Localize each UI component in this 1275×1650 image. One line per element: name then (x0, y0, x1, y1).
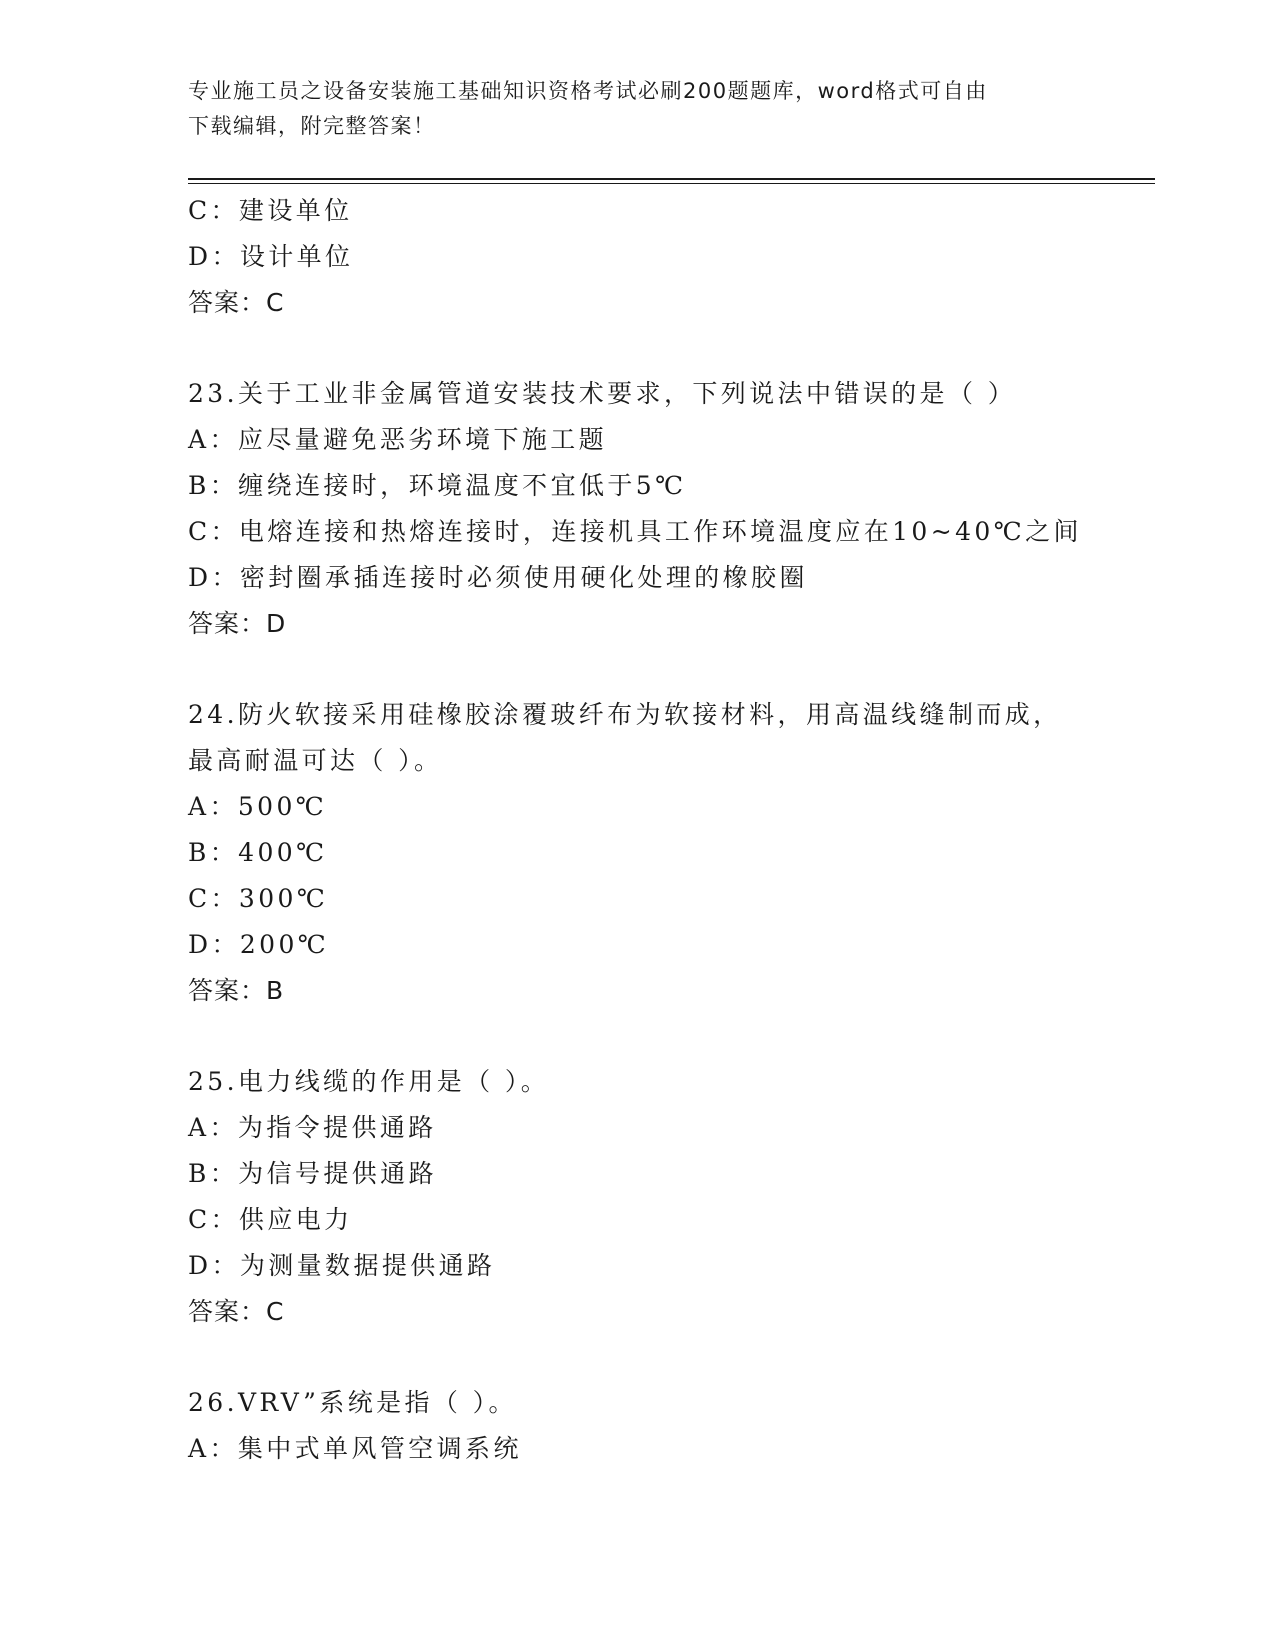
question-23 (188, 371, 1088, 647)
option-b: B：为信号提供通路 (188, 1159, 437, 1188)
spacer (188, 1014, 1088, 1059)
question-24 (188, 692, 1088, 1014)
question-stem-continued: 最高耐温可达（ ）。 (188, 746, 443, 775)
question-26 (188, 1380, 1088, 1472)
header-title-line-1: 专业施工员之设备安装施工基础知识资格考试必刷200题题库，word格式可自由 (188, 79, 988, 103)
option-b: B：缠绕连接时，环境温度不宜低于5℃ (188, 471, 687, 500)
question-stem: 23.关于工业非金属管道安装技术要求，下列说法中错误的是（ ） (188, 379, 1017, 408)
option-d: D：密封圈承插连接时必须使用硬化处理的橡胶圈 (188, 563, 808, 592)
answer-line: 答案：C (188, 288, 285, 317)
header-rule-thick (188, 178, 1155, 180)
question-25 (188, 1059, 1088, 1335)
option-a: A：500℃ (188, 792, 328, 821)
option-a: A：集中式单风管空调系统 (188, 1434, 522, 1463)
option-b: B：400℃ (188, 838, 328, 867)
answer-line: 答案：B (188, 976, 285, 1005)
option-c: C：建设单位 (188, 196, 353, 225)
question-stem: 24.防火软接采用硅橡胶涂覆玻纤布为软接材料，用高温线缝制而成， (188, 700, 1062, 729)
option-d: D：200℃ (188, 930, 330, 959)
option-c: C：供应电力 (188, 1205, 353, 1234)
option-a: A：应尽量避免恶劣环境下施工题 (188, 425, 608, 454)
option-d: D：设计单位 (188, 242, 354, 271)
option-c: C：300℃ (188, 884, 329, 913)
answer-line: 答案：C (188, 1297, 285, 1326)
spacer (188, 326, 1088, 371)
header-rule-thin (188, 183, 1155, 184)
question-stem: 26.VRV”系统是指（ ）。 (188, 1388, 517, 1417)
option-c: C：电熔连接和热熔连接时，连接机具工作环境温度应在10~40℃之间 (188, 517, 1082, 546)
question-content (188, 188, 1088, 1472)
header-title-line-2: 下载编辑，附完整答案！ (188, 114, 436, 138)
page-header (188, 74, 1068, 144)
spacer (188, 647, 1088, 692)
question-stem: 25.电力线缆的作用是（ ）。 (188, 1067, 550, 1096)
option-d: D：为测量数据提供通路 (188, 1251, 496, 1280)
answer-line: 答案：D (188, 609, 287, 638)
option-a: A：为指令提供通路 (188, 1113, 437, 1142)
spacer (188, 1335, 1088, 1380)
question-22-tail (188, 188, 1088, 326)
